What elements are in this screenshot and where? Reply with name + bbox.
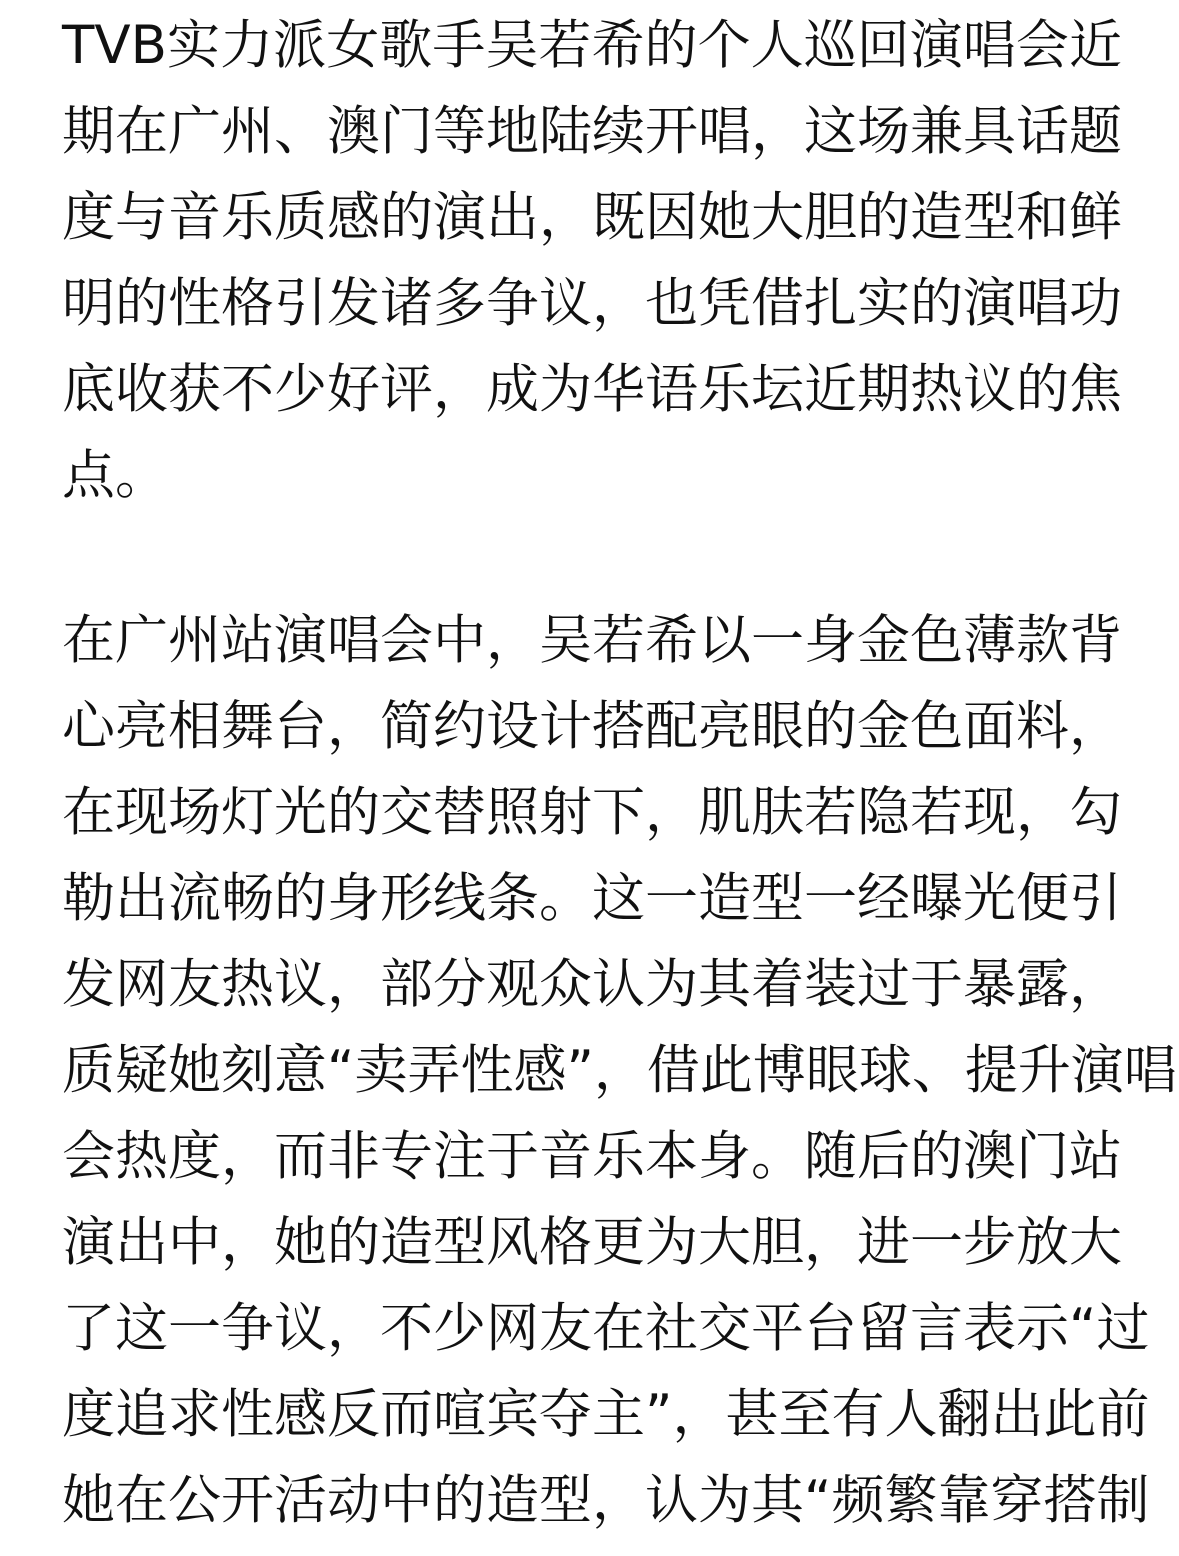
text-line: 在广州站演唱会中，吴若希以一身金色薄款背 xyxy=(62,610,1122,671)
text-line: 会热度，而非专注于音乐本身。随后的澳门站 xyxy=(62,1126,1122,1187)
text-line: 质疑她刻意“卖弄性感”，借此博眼球、提升演唱 xyxy=(62,1040,1177,1101)
text-line: 演出中，她的造型风格更为大胆，进一步放大 xyxy=(62,1212,1122,1273)
text-line: 发网友热议，部分观众认为其着装过于暴露， xyxy=(62,954,1122,1015)
text-line: 度与音乐质感的演出，既因她大胆的造型和鲜 xyxy=(62,187,1122,248)
text-line: 度追求性感反而喧宾夺主”，甚至有人翻出此前 xyxy=(62,1384,1150,1445)
text-line: 点。 xyxy=(62,445,168,506)
text-line: 明的性格引发诸多争议，也凭借扎实的演唱功 xyxy=(62,273,1122,334)
text-line: 心亮相舞台，简约设计搭配亮眼的金色面料， xyxy=(62,696,1122,757)
text-line: 她在公开活动中的造型，认为其“频繁靠穿搭制 xyxy=(62,1470,1150,1531)
text-line: 在现场灯光的交替照射下，肌肤若隐若现，勾 xyxy=(62,782,1122,843)
text-line: TVB实力派女歌手吴若希的个人巡回演唱会近 xyxy=(62,15,1122,76)
text-line: 底收获不少好评，成为华语乐坛近期热议的焦 xyxy=(62,359,1122,420)
text-line: 期在广州、澳门等地陆续开唱，这场兼具话题 xyxy=(62,101,1122,162)
text-line: 了这一争议，不少网友在社交平台留言表示“过 xyxy=(62,1298,1150,1359)
text-line: 勒出流畅的身形线条。这一造型一经曝光便引 xyxy=(62,868,1122,929)
